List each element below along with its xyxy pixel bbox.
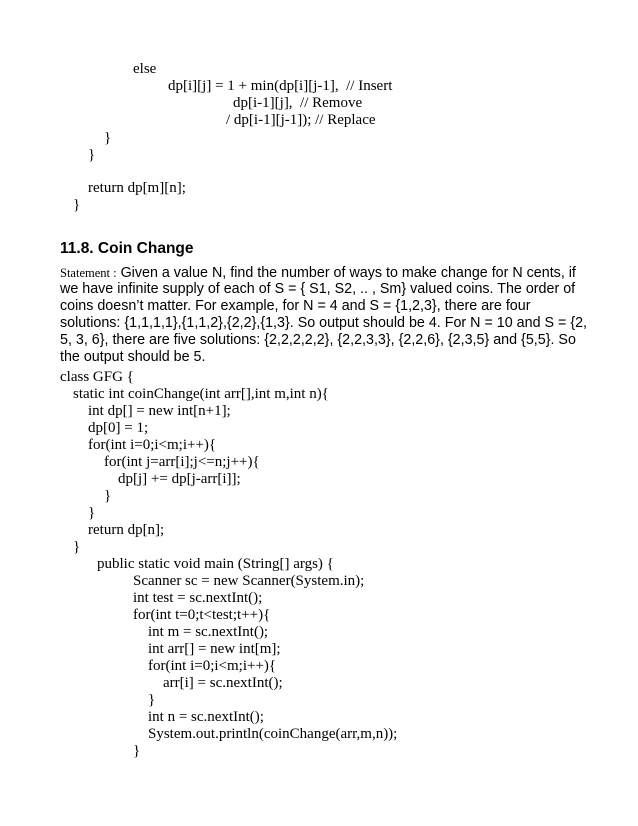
code-line: }: [104, 488, 112, 504]
code-line: for(int j=arr[i];j<=n;j++){: [104, 454, 260, 470]
code-line: }: [73, 539, 81, 555]
code-line: int dp[] = new int[n+1];: [88, 403, 231, 419]
code-line: for(int i=0;i<m;i++){: [148, 658, 277, 674]
code-line: return dp[m][n];: [88, 180, 186, 196]
section-heading: 11.8. Coin Change: [60, 240, 194, 257]
code-line: / dp[i-1][j-1]); // Replace: [226, 112, 376, 128]
statement-line: [60, 265, 576, 281]
statement-line: solutions: {1,1,1,1},{1,1,2},{2,2},{1,3}. So output should be 4. For N = 10 and S = {2,: [60, 315, 588, 331]
statement-line: 5, 3, 6}, there are five solutions: {2,2,2,2,2}, {2,2,3,3}, {2,2,6}, {2,3,5} and {5,5}. So: [60, 332, 576, 348]
code-line: class GFG {: [60, 369, 134, 385]
code-line: static int coinChange(int arr[],int m,int n){: [73, 386, 329, 402]
code-line: arr[i] = sc.nextInt();: [163, 675, 283, 691]
code-line: }: [88, 147, 96, 163]
code-line: for(int t=0;t<test;t++){: [133, 607, 271, 623]
code-line: }: [73, 197, 81, 213]
statement-line: coins doesn’t matter. For example, for N = 4 and S = {1,2,3}, there are four: [60, 298, 531, 314]
code-line: int m = sc.nextInt();: [148, 624, 269, 640]
code-line: }: [104, 130, 112, 146]
code-line: }: [148, 692, 156, 708]
code-line: dp[0] = 1;: [88, 420, 149, 436]
code-line: else: [133, 61, 157, 77]
code-line: dp[i-1][j], // Remove: [233, 95, 363, 111]
statement-line: the output should be 5.: [60, 349, 206, 365]
code-line: int arr[] = new int[m];: [148, 641, 281, 657]
code-line: int n = sc.nextInt();: [148, 709, 264, 725]
code-line: System.out.println(coinChange(arr,m,n));: [148, 726, 398, 742]
code-line: }: [133, 743, 141, 759]
code-line: dp[i][j] = 1 + min(dp[i][j-1], // Insert: [168, 78, 393, 94]
code-line: int test = sc.nextInt();: [133, 590, 263, 606]
code-line: public static void main (String[] args) {: [97, 556, 334, 572]
code-line: dp[j] += dp[j-arr[i]];: [118, 471, 241, 487]
code-line: Scanner sc = new Scanner(System.in);: [133, 573, 365, 589]
statement-line: we have infinite supply of each of S = { S1, S2, .. , Sm} valued coins. The order of: [60, 281, 576, 297]
code-line: }: [88, 505, 96, 521]
statement-label: Statement :: [60, 266, 117, 280]
code-line: return dp[n];: [88, 522, 165, 538]
statement-text: Given a value N, find the number of ways to make change for N cents, if: [116, 265, 576, 281]
code-line: for(int i=0;i<m;i++){: [88, 437, 217, 453]
